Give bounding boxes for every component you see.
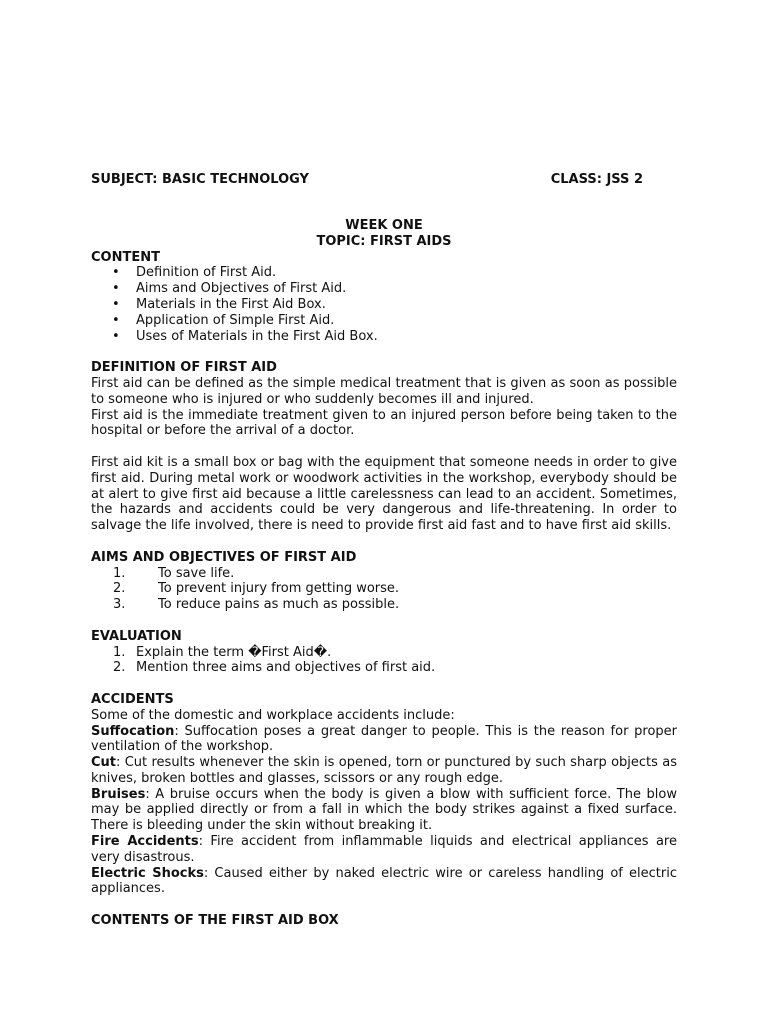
accident-entry-fire: Fire Accidents: Fire accident from inflammable liquids and electrical appliances are very disastrous.: [91, 834, 677, 865]
definition-paragraph-2: First aid is the immediate treatment given to an injured person before being taken to the hospital or before the arrival of a doctor.: [91, 407, 677, 439]
week-title: WEEK ONE: [345, 218, 423, 233]
accident-entry-electric: Electric Shocks: Caused either by naked electric wire or careless handling of electric appliances.: [91, 865, 677, 897]
aims-heading: AIMS AND OBJECTIVES OF FIRST AID: [91, 549, 357, 565]
list-item: 2. To prevent injury from getting worse.: [113, 581, 400, 597]
list-item: 3. To reduce pains as much as possible.: [113, 597, 400, 613]
definition-paragraph-1: First aid can be defined as the simple medical treatment that is given as soon as possible to someone who is injured or who suddenly becomes ill and injured.: [91, 375, 677, 407]
accident-entry-cut: Cut: Cut results whenever the skin is opened, torn or punctured by such sharp objects as knives, broken bottles and glasses, scissors or any rough edge.: [91, 755, 677, 786]
definition-paragraph-3: First aid kit is a small box or bag with the equipment that someone needs in order to give first aid. During metal work or woodwork activities in the workshop, everybody should be at alert to give first aid because a little carelessness can lead to an accident. Sometimes, the hazards and accidents could be very dangerous and life-threatening. In order to salvage the life involved, there is need to provide first aid fast and to have first aid skills.: [91, 454, 677, 534]
list-item: 2. Mention three aims and objectives of first aid.: [113, 660, 436, 676]
class-label: CLASS: JSS 2: [550, 172, 643, 187]
evaluation-list: [91, 645, 677, 677]
accident-term: Suffocation: [91, 723, 175, 739]
accident-term: Bruises: [91, 786, 146, 802]
accident-term: Electric Shocks: [91, 865, 204, 881]
list-item: 1. Explain the term �First Aid�.: [113, 644, 332, 660]
accidents-heading: ACCIDENTS: [91, 691, 174, 707]
topic-title: TOPIC: FIRST AIDS: [316, 233, 452, 249]
document-body: [91, 170, 677, 929]
list-item: • Materials in the First Aid Box.: [112, 296, 326, 312]
evaluation-heading: EVALUATION: [91, 628, 182, 644]
list-item: • Application of Simple First Aid.: [112, 312, 335, 328]
subject-label: SUBJECT: BASIC TECHNOLOGY: [91, 172, 309, 187]
bullet-icon: •: [112, 296, 120, 312]
list-item: • Definition of First Aid.: [112, 265, 277, 281]
box-contents-heading: CONTENTS OF THE FIRST AID BOX: [91, 913, 339, 929]
content-list: [91, 265, 677, 344]
accident-term: Fire Accidents: [91, 834, 199, 850]
accidents-intro: Some of the domestic and workplace accidents include:: [91, 707, 455, 723]
list-item: 1. To save life.: [113, 565, 235, 581]
bullet-icon: •: [112, 328, 120, 344]
accident-term: Cut: [91, 755, 117, 771]
accident-entry-suffocation: Suffocation: Suffocation poses a great danger to people. This is the reason for proper ventilation of the workshop.: [91, 723, 677, 755]
bullet-icon: •: [112, 265, 120, 281]
bullet-icon: •: [112, 312, 120, 328]
list-item: • Aims and Objectives of First Aid.: [112, 281, 347, 297]
document-header: [91, 170, 677, 190]
content-heading: CONTENT: [91, 249, 160, 265]
definition-heading: DEFINITION OF FIRST AID: [91, 360, 277, 376]
aims-list: [91, 566, 677, 613]
bullet-icon: •: [112, 281, 120, 297]
accident-entry-bruises: Bruises: A bruise occurs when the body is given a blow with sufficient force. The blow may be applied directly or from a fall in which the body strikes against a fixed surface. There is bleeding under the skin without breaking it.: [91, 786, 677, 834]
list-item: • Uses of Materials in the First Aid Box.: [112, 328, 378, 344]
